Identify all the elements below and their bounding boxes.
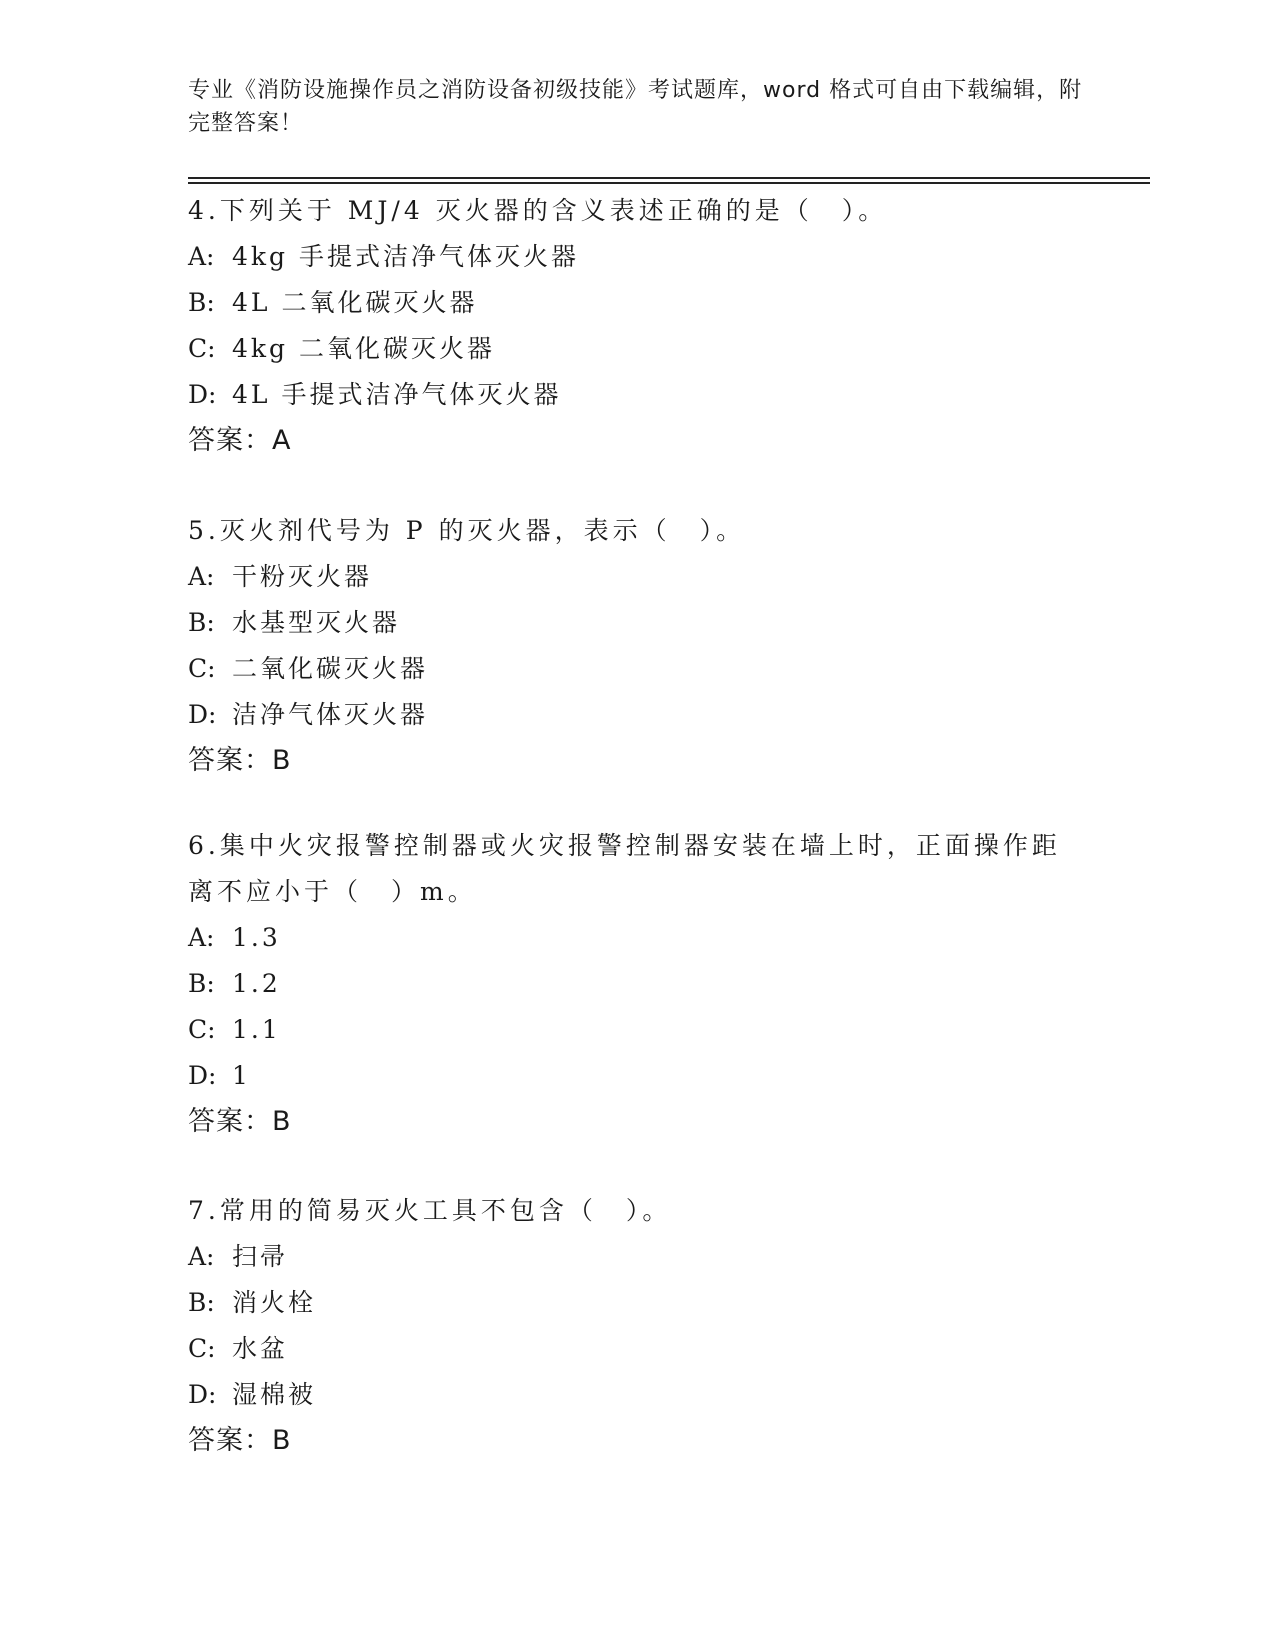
question-7 [188,1188,1088,1464]
option-c [188,1007,1088,1053]
question-stem: 4.下列关于 MJ/4 灭火器的含义表述正确的是（ ）。 [188,196,888,225]
option-a [188,554,1088,600]
option-letter: B: [188,608,215,637]
option-text: 水盆 [232,1334,289,1363]
option-c [188,1326,1088,1372]
option-b [188,280,1088,326]
option-letter: D: [188,380,217,409]
option-a [188,915,1088,961]
option-text: 1 [232,1061,251,1090]
header-divider-bottom [188,182,1150,184]
option-letter: A: [188,562,215,591]
option-letter: B: [188,288,215,317]
option-text: 1.3 [232,923,281,952]
option-d [188,1372,1088,1418]
option-a [188,1234,1088,1280]
option-a [188,234,1088,280]
header-divider-top [188,177,1150,179]
option-d [188,372,1088,418]
option-letter: C: [188,1015,216,1044]
option-letter: C: [188,334,216,363]
question-6 [188,823,1088,1145]
option-d [188,1053,1088,1099]
option-b [188,600,1088,646]
option-letter: A: [188,923,215,952]
option-text: 扫帚 [232,1242,289,1271]
option-text: 二氧化碳灭火器 [232,654,429,683]
option-text: 洁净气体灭火器 [232,700,429,729]
answer-line: 答案：A [188,425,292,456]
option-c [188,646,1088,692]
option-letter: D: [188,1061,217,1090]
option-text: 4L 手提式洁净气体灭火器 [232,380,562,409]
option-text: 4kg 二氧化碳灭火器 [232,334,496,363]
option-c [188,326,1088,372]
option-letter: D: [188,1380,217,1409]
option-letter: D: [188,700,217,729]
option-letter: B: [188,969,215,998]
option-text: 湿棉被 [232,1380,317,1409]
option-text: 水基型灭火器 [232,608,401,637]
option-text: 1.2 [232,969,281,998]
question-stem: 6.集中火灾报警控制器或火灾报警控制器安装在墙上时，正面操作距离不应小于（ ）m。 [188,831,1061,906]
question-4 [188,188,1088,464]
option-text: 干粉灭火器 [232,562,373,591]
option-b [188,1280,1088,1326]
option-d [188,692,1088,738]
option-letter: A: [188,1242,215,1271]
option-letter: C: [188,654,216,683]
answer-line: 答案：B [188,1425,292,1456]
question-5 [188,508,1088,784]
option-text: 消火栓 [232,1288,317,1317]
question-stem: 7.常用的简易灭火工具不包含（ ）。 [188,1196,672,1225]
option-text: 4L 二氧化碳灭火器 [232,288,478,317]
option-letter: C: [188,1334,216,1363]
document-header: 专业《消防设施操作员之消防设备初级技能》考试题库，word 格式可自由下载编辑，附完整答案！ [188,78,1083,136]
option-letter: A: [188,242,215,271]
question-stem: 5.灭火剂代号为 P 的灭火器，表示（ ）。 [188,516,746,545]
option-text: 4kg 手提式洁净气体灭火器 [232,242,580,271]
option-text: 1.1 [232,1015,281,1044]
option-letter: B: [188,1288,215,1317]
answer-line: 答案：B [188,745,292,776]
option-b [188,961,1088,1007]
answer-line: 答案：B [188,1106,292,1137]
